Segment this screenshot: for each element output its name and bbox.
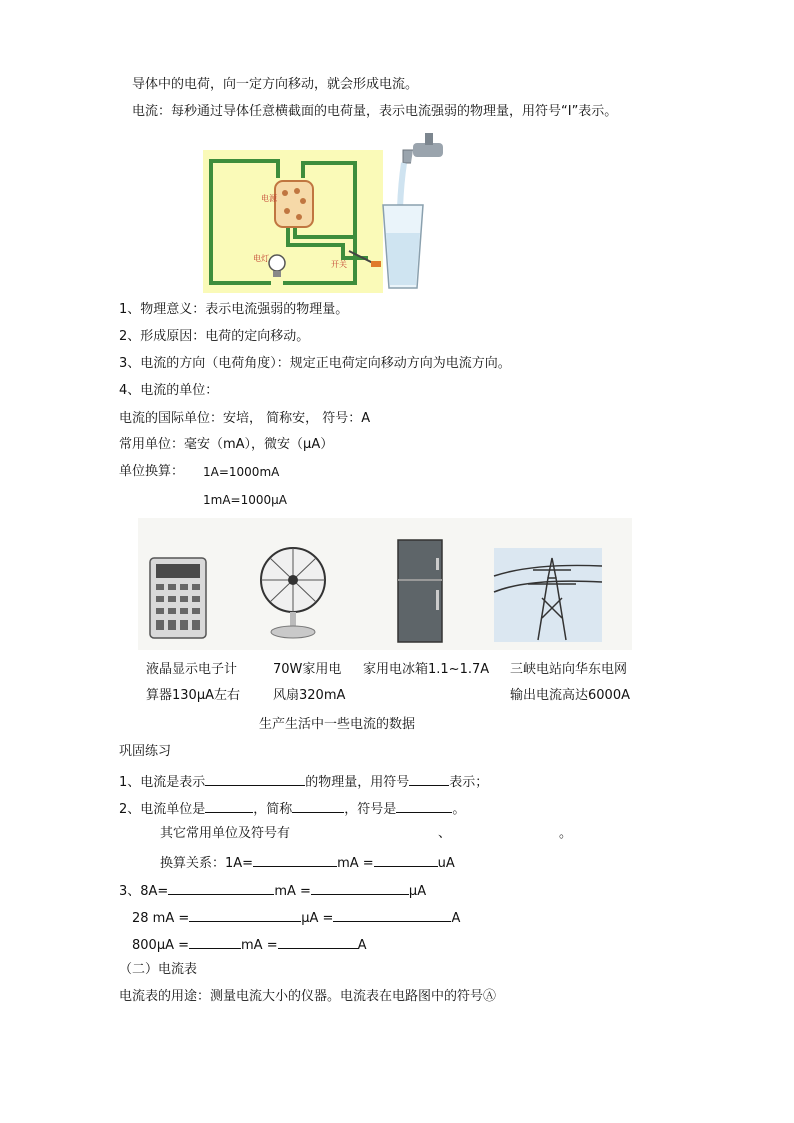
- exercise-title: 巩固练习: [119, 744, 172, 759]
- ammeter-symbol-icon: Ⓐ: [483, 989, 497, 1004]
- conv-label: 单位换算：: [119, 464, 185, 479]
- question-2-units: 其它常用单位及符号有 、 。: [160, 826, 573, 841]
- conv-2: 1mA=1000μA: [203, 493, 287, 507]
- calculator-icon: [150, 558, 206, 638]
- answer-blank[interactable]: [311, 880, 409, 895]
- point-4: 4、电流的单位：: [119, 383, 219, 398]
- answer-blank[interactable]: [278, 934, 358, 949]
- tower-caption: 三峡电站向华东电网 输出电流高达6000A: [510, 662, 630, 703]
- faucet-icon: [400, 133, 443, 208]
- water-glass-icon: [383, 205, 423, 288]
- question-3c: 800μA = mA = A: [132, 934, 367, 955]
- answer-blank[interactable]: [409, 771, 449, 786]
- intro-line-2: 电流：每秒通过导体任意横截面的电荷量，表示电流强弱的物理量，用符号“I”表示。: [132, 104, 618, 119]
- fridge-caption: 家用电冰箱1.1~1.7A: [363, 662, 490, 677]
- question-2-conversion: 换算关系：1A= mA = uA: [160, 852, 455, 873]
- question-3b: 28 mA = μA = A: [132, 907, 460, 928]
- unit-si: 电流的国际单位：安培， 简称安， 符号：A: [119, 411, 371, 426]
- answer-blank[interactable]: [205, 798, 253, 813]
- power-tower-icon: [494, 548, 602, 642]
- fridge-icon: [398, 540, 442, 642]
- circuit-water-figure: [203, 133, 475, 295]
- answer-blank[interactable]: [205, 771, 305, 786]
- fan-caption: 70W家用电 风扇320mA: [273, 662, 346, 703]
- answer-blank[interactable]: [189, 934, 241, 949]
- answer-blank[interactable]: [189, 907, 301, 922]
- answer-blank[interactable]: [292, 798, 344, 813]
- unit-common: 常用单位：毫安（mA），微安（μA）: [119, 437, 334, 452]
- ammeter-line: 电流表的用途：测量电流大小的仪器。电流表在电路图中的符号Ⓐ: [119, 989, 497, 1004]
- point-1: 1、物理意义：表示电流强弱的物理量。: [119, 302, 349, 317]
- appliance-figure: [138, 518, 632, 650]
- lamp-label: 电灯: [253, 254, 269, 263]
- answer-blank[interactable]: [168, 880, 274, 895]
- answer-blank[interactable]: [333, 907, 451, 922]
- answer-blank[interactable]: [396, 798, 452, 813]
- point-3: 3、电流的方向（电荷角度）：规定正电荷定向移动方向为电流方向。: [119, 356, 511, 371]
- question-2: 2、电流单位是 ，简称 ，符号是 。: [119, 798, 465, 819]
- appliance-caption: 生产生活中一些电流的数据: [259, 717, 416, 732]
- source-label: 电源: [261, 194, 277, 203]
- point-2: 2、形成原因：电荷的定向移动。: [119, 329, 310, 344]
- calculator-caption: 液晶显示电子计 算器130μA左右: [146, 662, 240, 703]
- battery-icon: [275, 181, 313, 227]
- ammeter-title: （二）电流表: [119, 962, 198, 977]
- question-1: 1、电流是表示 的物理量，用符号 表示；: [119, 771, 488, 792]
- question-3: 3、8A= mA = μA: [119, 880, 426, 901]
- answer-blank[interactable]: [253, 852, 337, 867]
- switch-label: 开关: [331, 260, 347, 269]
- answer-blank[interactable]: [374, 852, 438, 867]
- conv-1: 1A=1000mA: [203, 465, 280, 479]
- intro-line-1: 导体中的电荷，向一定方向移动，就会形成电流。: [132, 77, 419, 92]
